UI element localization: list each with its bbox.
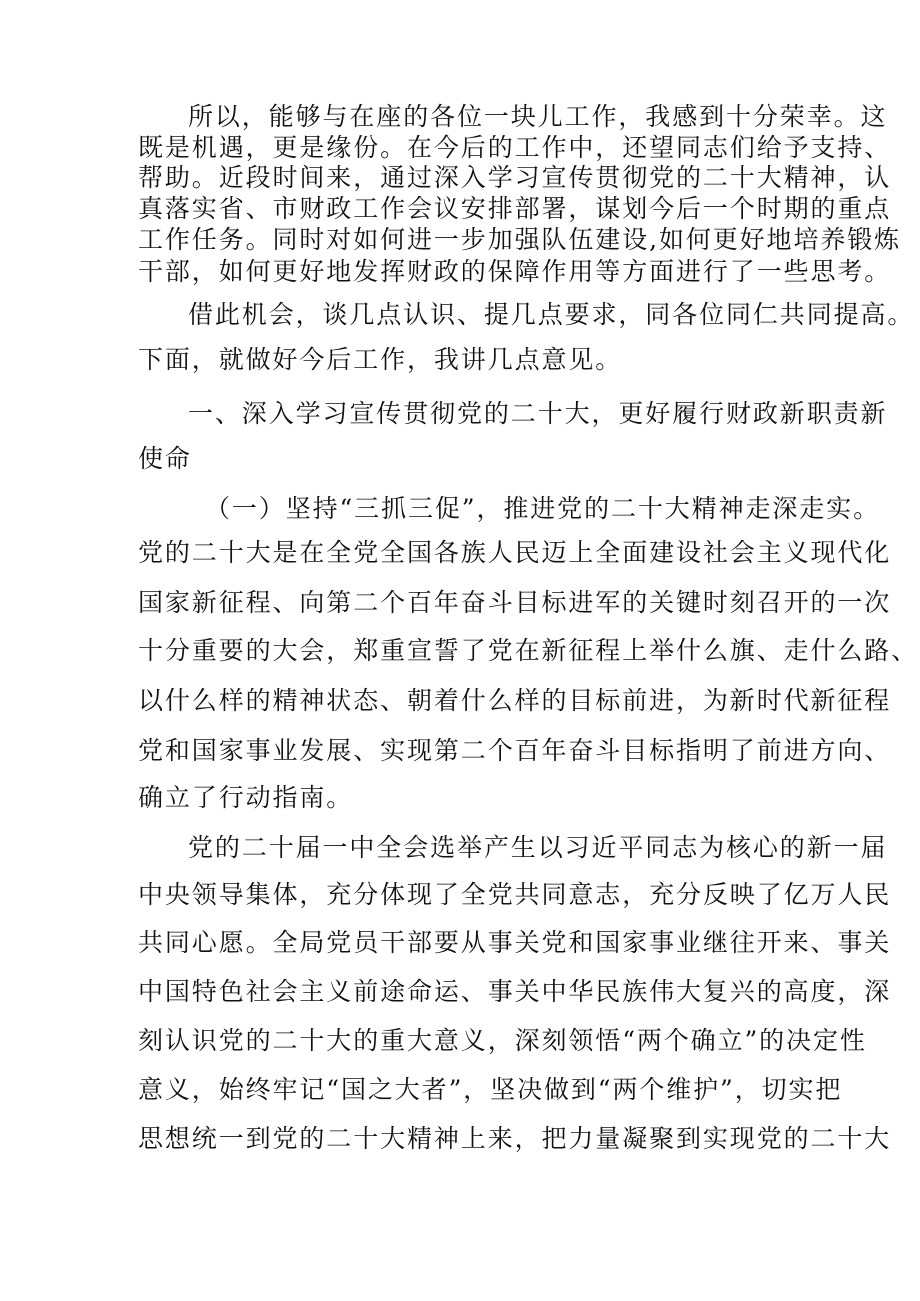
paragraph-line: 以什么样的精神状态、朝着什么样的目标前进，为新时代新征程 — [138, 686, 892, 715]
paragraph-line: 借此机会，谈几点认识、提几点要求，同各位同仁共同提高。 — [188, 300, 915, 329]
paragraph-line: 国家新征程、向第二个百年奋斗目标进军的关键时刻召开的一次 — [138, 588, 892, 617]
subsection-heading-line: （一）坚持“三抓三促”，推进党的二十大精神走深走实。 — [205, 494, 880, 523]
paragraph-line: 既是机遇，更是缘份。在今后的工作中，还望同志们给予支持、 — [138, 133, 892, 162]
paragraph-line: 中国特色社会主义前途命运、事关中华民族伟大复兴的高度，深 — [138, 977, 892, 1006]
paragraph-line: 确立了行动指南。 — [138, 783, 354, 812]
paragraph-line: 下面，就做好今后工作，我讲几点意见。 — [138, 345, 623, 374]
section-heading-line: 一、深入学习宣传贯彻党的二十大，更好履行财政新职责新 — [188, 399, 888, 428]
paragraph-line: 党的二十大是在全党全国各族人民迈上全面建设社会主义现代化 — [138, 538, 892, 567]
paragraph-line: 帮助。近段时间来，通过深入学习宣传贯彻党的二十大精神，认 — [138, 163, 892, 192]
paragraph-line: 党和国家事业发展、实现第二个百年奋斗目标指明了前进方向、 — [138, 736, 892, 765]
paragraph-line: 十分重要的大会，郑重宣誓了党在新征程上举什么旗、走什么路、 — [138, 636, 919, 665]
paragraph-line: 干部，如何更好地发挥财政的保障作用等方面进行了一些思考。 — [138, 257, 892, 286]
paragraph-line: 真落实省、市财政工作会议安排部署，谋划今后一个时期的重点 — [138, 194, 892, 223]
paragraph-line: 思想统一到党的二十大精神上来，把力量凝聚到实现党的二十大 — [138, 1124, 892, 1153]
paragraph-line: 中央领导集体，充分体现了全党共同意志，充分反映了亿万人民 — [138, 880, 892, 909]
paragraph-line: 所以，能够与在座的各位一块儿工作，我感到十分荣幸。这 — [188, 102, 888, 131]
paragraph-line: 共同心愿。全局党员干部要从事关党和国家事业继往开来、事关 — [138, 928, 892, 957]
paragraph-line: 刻认识党的二十大的重大意义，深刻领悟“两个确立”的决定性 — [138, 1026, 867, 1055]
section-heading-line: 使命 — [138, 444, 192, 473]
paragraph-line: 意义，始终牢记“国之大者”，坚决做到“两个维护”，切实把 — [138, 1075, 843, 1104]
paragraph-line: 党的二十届一中全会选举产生以习近平同志为核心的新一届 — [188, 833, 888, 862]
paragraph-line: 工作任务。同时对如何进一步加强队伍建设,如何更好地培养锻炼 — [138, 225, 902, 254]
